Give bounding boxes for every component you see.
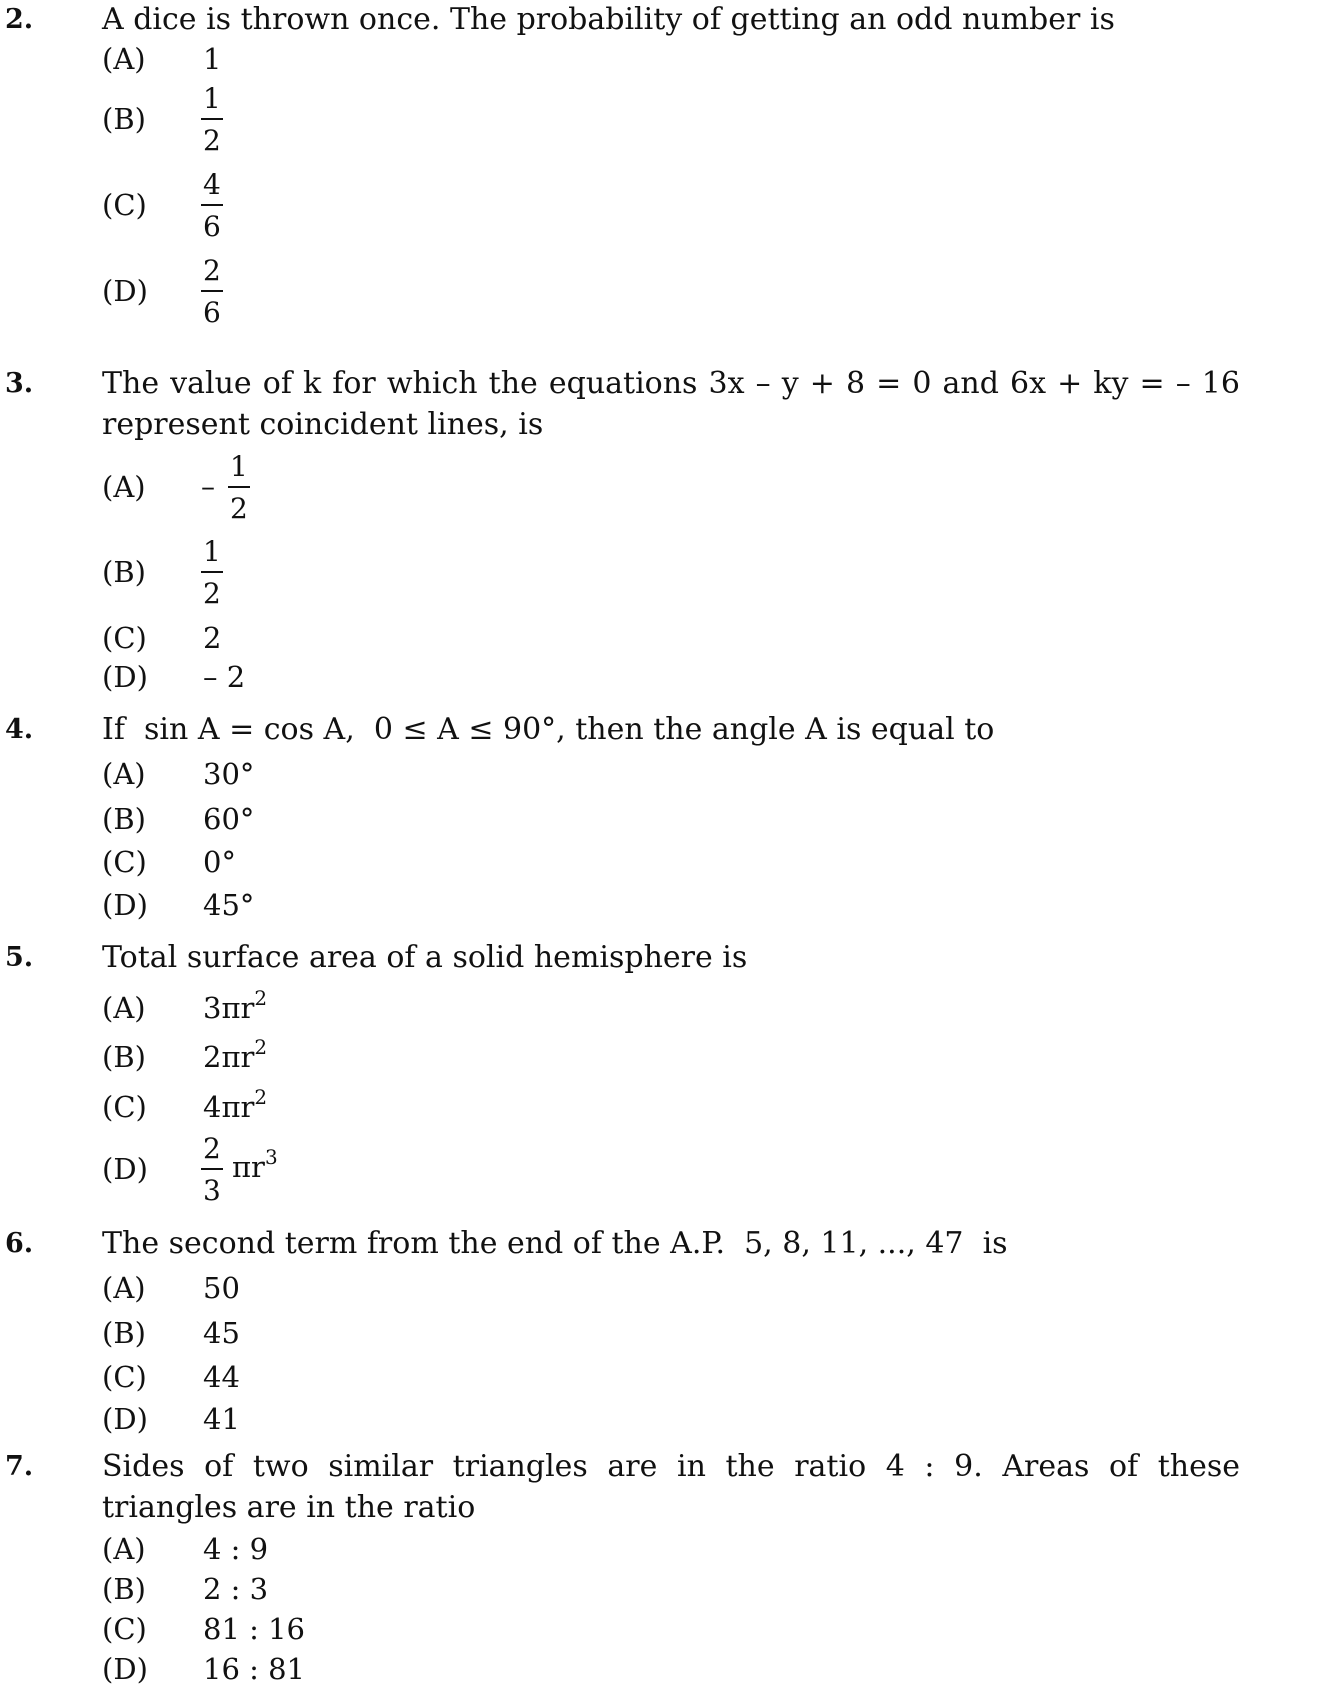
expression-base: 3πr: [203, 991, 255, 1025]
option-value: 50: [203, 1271, 240, 1305]
expression-exponent: 2: [254, 1035, 268, 1059]
option-label: (D): [102, 1652, 148, 1686]
question-text: The value of k for which the equations 3x – y + 8 = 0 and 6x + ky = – 16: [102, 366, 1240, 401]
option-value: 2: [203, 621, 222, 655]
expression-exponent: 2: [254, 1085, 268, 1109]
option-label: (A): [102, 1271, 146, 1305]
option-label: (A): [102, 757, 146, 791]
option-label: (A): [102, 42, 146, 76]
question-text: A dice is thrown once. The probability of getting an odd number is: [102, 2, 1115, 37]
fraction-numerator: 1: [203, 535, 221, 568]
question-text: If sin A = cos A, 0 ≤ A ≤ 90°, then the angle A is equal to: [102, 712, 995, 747]
option-fraction: [201, 1134, 223, 1206]
question-text: triangles are in the ratio: [102, 1490, 476, 1525]
option-value: [203, 986, 268, 1028]
expression-base: 2πr: [203, 1040, 255, 1074]
option-fraction: [228, 452, 250, 524]
question-number: 2.: [5, 4, 34, 35]
question-text: Total surface area of a solid hemisphere is: [102, 940, 748, 975]
question-text: represent coincident lines, is: [102, 407, 544, 442]
option-value: 0°: [203, 845, 236, 879]
option-value: 45: [203, 1316, 240, 1350]
option-label: (B): [102, 1572, 146, 1606]
option-label: (C): [102, 621, 147, 655]
option-label: (C): [102, 1360, 147, 1394]
option-fraction: [201, 256, 223, 328]
fraction-numerator: 4: [203, 168, 221, 201]
option-value: [203, 1035, 268, 1077]
option-value: 16 : 81: [203, 1652, 306, 1686]
option-value: 60°: [203, 802, 255, 836]
option-value: [203, 1085, 268, 1127]
option-fraction: [201, 84, 223, 156]
option-label: (B): [102, 102, 146, 136]
question-text: The second term from the end of the A.P. 5, 8, 11, ..., 47 is: [102, 1226, 1008, 1261]
option-label: (C): [102, 845, 147, 879]
expression-base: πr: [232, 1150, 265, 1184]
option-label: (C): [102, 1090, 147, 1124]
question-text: Sides of two similar triangles are in the ratio 4 : 9. Areas of these: [102, 1449, 1240, 1484]
fraction-denominator: 2: [203, 577, 221, 610]
option-value: 45°: [203, 888, 255, 922]
option-label: (A): [102, 991, 146, 1025]
option-label: (C): [102, 188, 147, 222]
expression-exponent: 3: [264, 1145, 278, 1169]
fraction-numerator: 1: [203, 82, 221, 115]
option-value: – 2: [203, 660, 246, 694]
fraction-denominator: 6: [203, 296, 221, 329]
fraction-numerator: 2: [203, 1132, 221, 1165]
option-value: 2 : 3: [203, 1572, 269, 1606]
expression-exponent: 2: [254, 986, 268, 1010]
option-label: (C): [102, 1612, 147, 1646]
option-value: 41: [203, 1402, 240, 1436]
option-label: (B): [102, 1316, 146, 1350]
option-label: (D): [102, 888, 148, 922]
option-label: (D): [102, 660, 148, 694]
option-label: (A): [102, 1532, 146, 1566]
question-number: 3.: [5, 368, 34, 399]
option-value: 4 : 9: [203, 1532, 269, 1566]
option-label: (B): [102, 802, 146, 836]
option-label: (B): [102, 555, 146, 589]
fraction-denominator: 2: [230, 492, 248, 525]
question-number: 5.: [5, 942, 34, 973]
option-label: (A): [102, 470, 146, 504]
option-value: 44: [203, 1360, 240, 1394]
option-value: 30°: [203, 757, 255, 791]
option-label: (B): [102, 1040, 146, 1074]
question-number: 7.: [5, 1451, 34, 1482]
expression-base: 4πr: [203, 1090, 255, 1124]
question-number: 6.: [5, 1228, 34, 1259]
fraction-numerator: 1: [230, 450, 248, 483]
question-number: 4.: [5, 714, 34, 745]
option-sign: –: [201, 470, 215, 503]
option-fraction: [201, 170, 223, 242]
fraction-numerator: 2: [203, 254, 221, 287]
option-label: (D): [102, 274, 148, 308]
option-value: 81 : 16: [203, 1612, 306, 1646]
option-value: 1: [203, 42, 222, 76]
option-value: [232, 1145, 278, 1187]
fraction-denominator: 6: [203, 210, 221, 243]
option-label: (D): [102, 1152, 148, 1186]
option-label: (D): [102, 1402, 148, 1436]
fraction-denominator: 3: [203, 1174, 221, 1207]
fraction-denominator: 2: [203, 124, 221, 157]
option-fraction: [201, 537, 223, 609]
